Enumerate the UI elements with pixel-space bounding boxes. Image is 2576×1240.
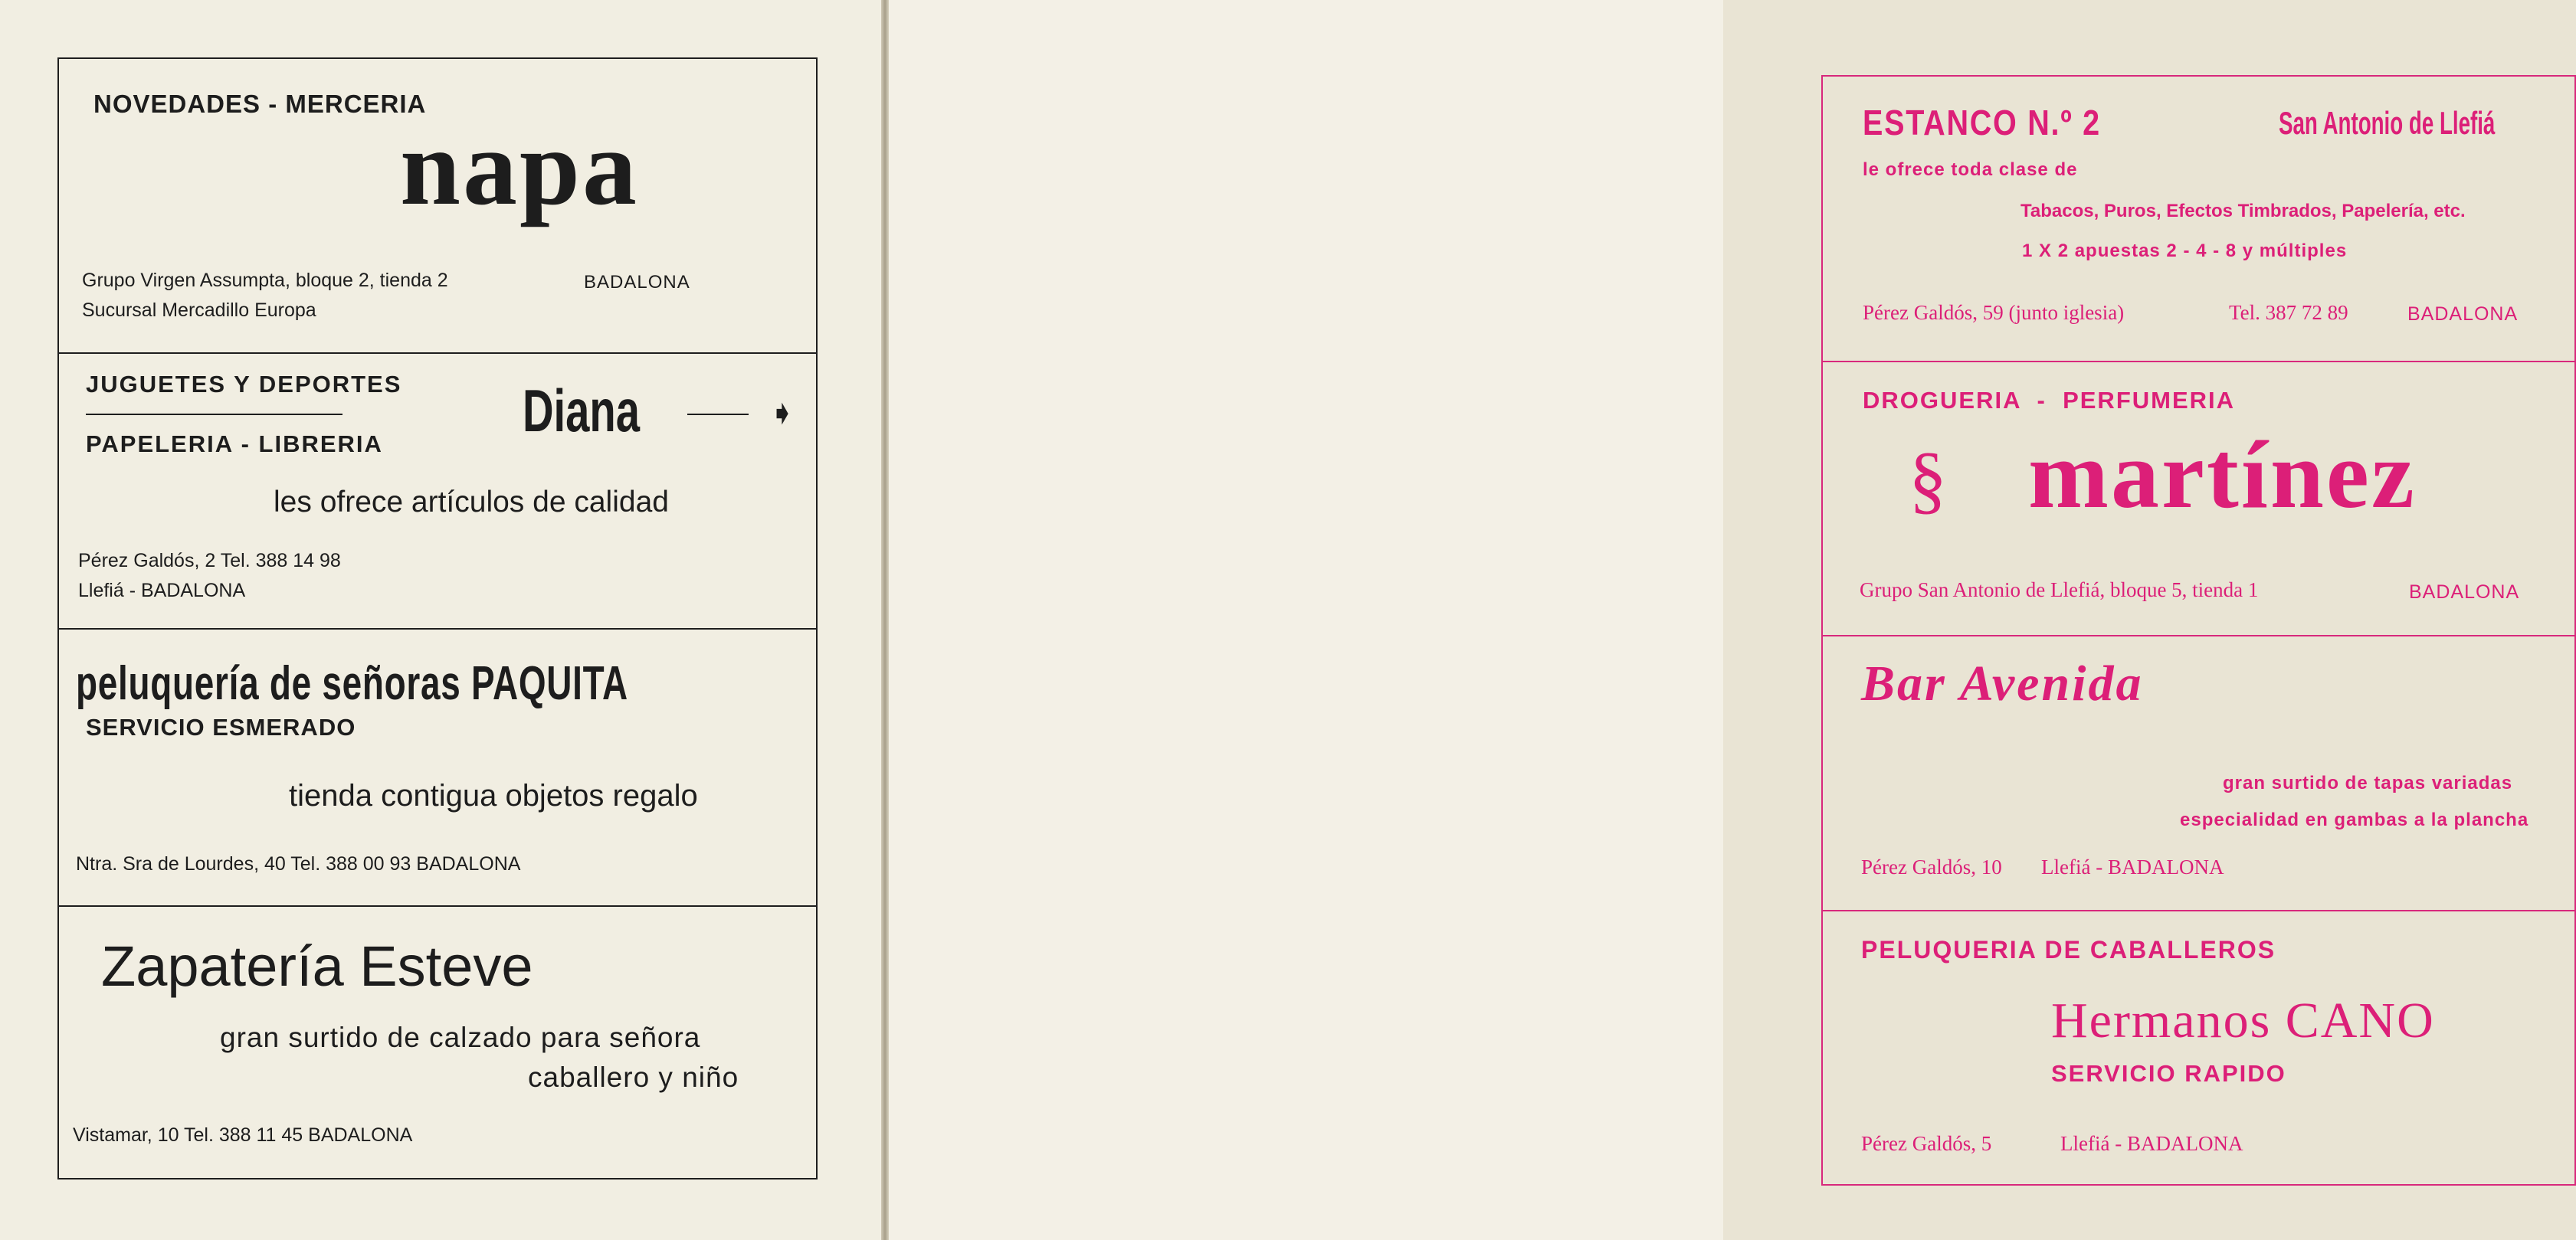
diana-city: Llefiá - BADALONA xyxy=(78,580,246,601)
cano-heading: PELUQUERIA DE CABALLEROS xyxy=(1861,936,2276,964)
napa-city: BADALONA xyxy=(584,272,690,293)
ad-esteve xyxy=(59,905,816,1179)
ad-estanco xyxy=(1823,77,2574,361)
cano-city: Llefiá - BADALONA xyxy=(2060,1132,2243,1155)
bar-avenida-brand: Bar Avenida xyxy=(1861,656,2144,712)
esteve-tagline2: caballero y niño xyxy=(528,1062,739,1093)
bar-avenida-city: Llefiá - BADALONA xyxy=(2041,856,2224,878)
cano-brand: Hermanos CANO xyxy=(2051,993,2435,1049)
right-page xyxy=(889,0,2529,1240)
bar-avenida-tagline1: gran surtido de tapas variadas xyxy=(2223,773,2513,793)
ad-paquita xyxy=(59,628,816,905)
left-page xyxy=(0,0,881,1240)
paquita-title: peluquería de señoras PAQUITA xyxy=(76,657,628,710)
cano-address: Pérez Galdós, 5 xyxy=(1861,1132,1992,1155)
diana-slogan: les ofrece artículos de calidad xyxy=(274,486,669,519)
ad-napa xyxy=(59,59,816,352)
paquita-address: Ntra. Sra de Lourdes, 40 Tel. 388 00 93 BADALONA xyxy=(76,853,521,875)
napa-heading: NOVEDADES - MERCERIA xyxy=(93,90,427,118)
ad-diana xyxy=(59,352,816,628)
martinez-address: Grupo San Antonio de Llefiá, bloque 5, tienda 1 xyxy=(1860,578,2259,601)
cano-subtitle: SERVICIO RAPIDO xyxy=(2051,1060,2286,1087)
napa-address: Grupo Virgen Assumpta, bloque 2, tienda 2 xyxy=(82,270,448,291)
martinez-heading: DROGUERIA - PERFUMERIA xyxy=(1863,387,2236,414)
ornament-icon: § xyxy=(1909,437,1947,522)
ad-martinez xyxy=(1823,361,2574,635)
diana-line2: PAPELERIA - LIBRERIA xyxy=(86,430,383,457)
diana-rule-right xyxy=(687,414,749,415)
estanco-location: San Antonio de Llefiá xyxy=(2279,105,2496,141)
estanco-phone: Tel. 387 72 89 xyxy=(2229,301,2348,324)
book-spine xyxy=(881,0,889,1240)
martinez-brand: martínez xyxy=(2028,422,2417,528)
diana-line1: JUGUETES Y DEPORTES xyxy=(86,371,402,398)
napa-branch: Sucursal Mercadillo Europa xyxy=(82,299,316,321)
estanco-bets: 1 X 2 apuestas 2 - 4 - 8 y múltiples xyxy=(2022,240,2348,261)
arrow-icon: ➧ xyxy=(770,398,795,430)
diana-brand: Diana xyxy=(523,377,640,444)
right-ad-frame xyxy=(1821,75,2576,1186)
paquita-subtitle: SERVICIO ESMERADO xyxy=(86,714,356,741)
diana-address: Pérez Galdós, 2 Tel. 388 14 98 xyxy=(78,550,341,571)
napa-brand: napa xyxy=(400,106,639,227)
bar-avenida-address: Pérez Galdós, 10 xyxy=(1861,856,2002,878)
martinez-city: BADALONA xyxy=(2409,581,2520,603)
esteve-tagline1: gran surtido de calzado para señora xyxy=(220,1022,701,1053)
ad-bar-avenida xyxy=(1823,635,2574,910)
estanco-title: ESTANCO N.º 2 xyxy=(1863,103,2101,142)
estanco-intro: le ofrece toda clase de xyxy=(1863,159,2078,180)
estanco-city: BADALONA xyxy=(2407,303,2519,325)
esteve-address: Vistamar, 10 Tel. 388 11 45 BADALONA xyxy=(73,1124,413,1146)
esteve-brand: Zapatería Esteve xyxy=(101,934,533,998)
ad-cano xyxy=(1823,910,2574,1184)
paquita-tagline: tienda contigua objetos regalo xyxy=(289,779,698,813)
estanco-address: Pérez Galdós, 59 (junto iglesia) xyxy=(1863,301,2125,324)
left-ad-frame xyxy=(57,57,818,1179)
diana-rule-left xyxy=(86,414,342,415)
bar-avenida-tagline2: especialidad en gambas a la plancha xyxy=(2180,810,2529,830)
estanco-products: Tabacos, Puros, Efectos Timbrados, Papelería, etc. xyxy=(2020,201,2466,221)
